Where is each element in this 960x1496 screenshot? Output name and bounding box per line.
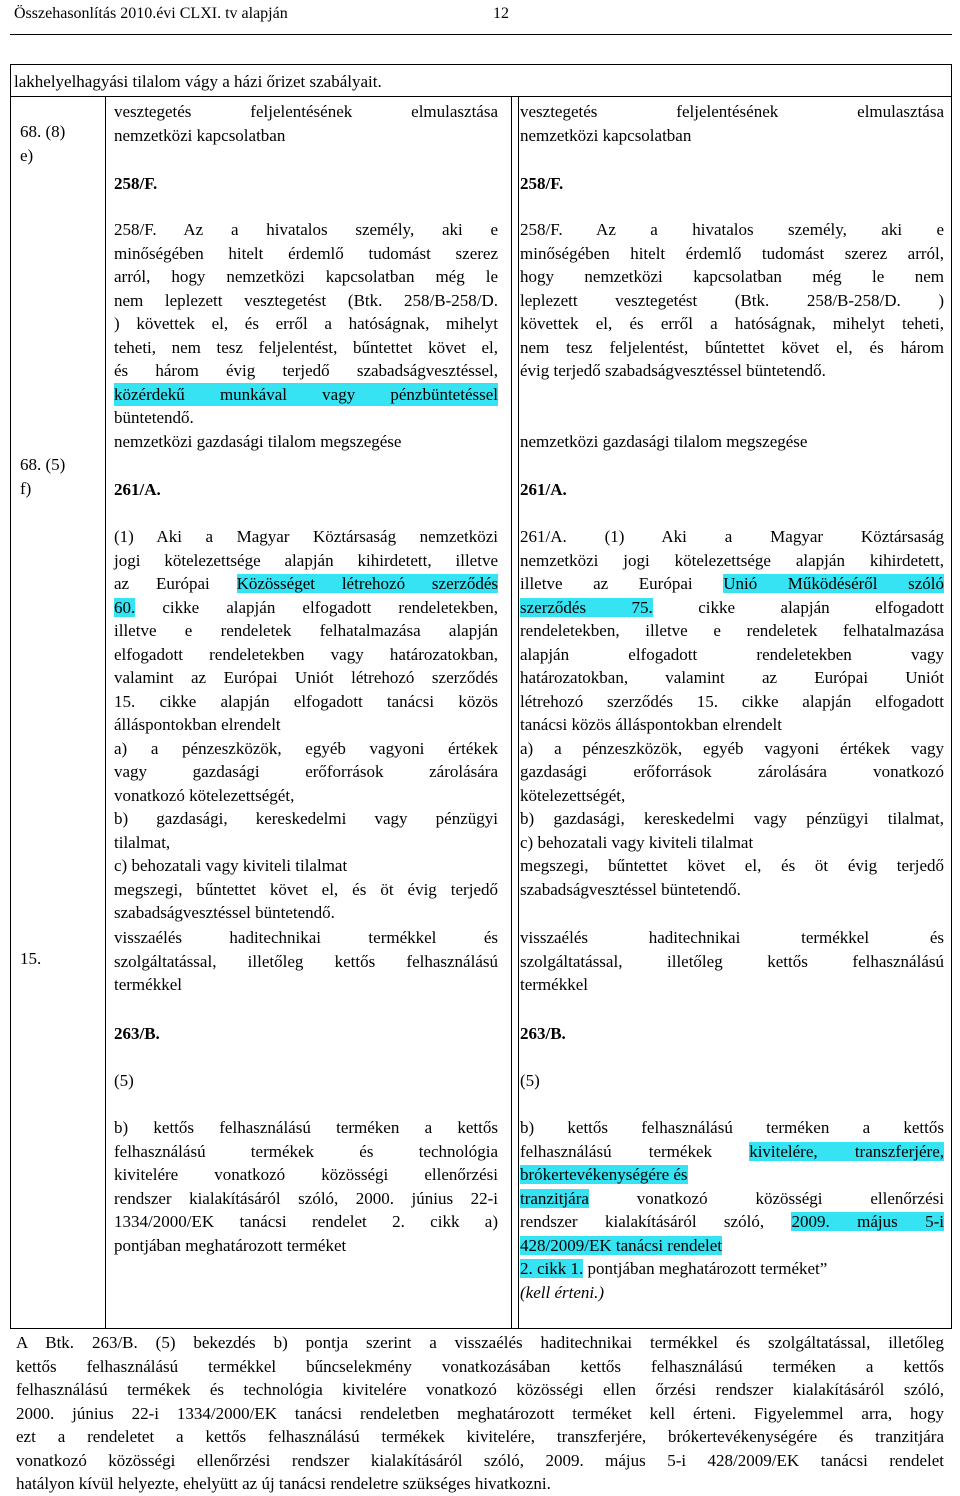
footer-paragraph: A Btk. 263/B. (5) bekezdés b) pontja szerint a visszaélés haditechnikai termékkel és szolgáltatással, illetőleg kettős felhasználású termékkel bűncselekmény vonatkozásában kettős felhasználású terméken a kettős felhasználású termékek és technológia kivitelére vonatkozó közösségi ellen őrzési rendszer kialakításáról szóló, 2000. június 22-i 1334/2000/EK tanácsi rendeletben meghatározott terméket kell érteni. Figyelemmel arra, hogy ezt a rendeletet a kettős felhasználású termékek kivitelére, transzferjére, brókertevékenységére és tranzitjára vonatkozó közösségi ellenőrzési rendszer kialakításáról szóló, 2009. május 5-i 428/2009/EK tanácsi rendelet hatályon kívül helyezte, ehelyütt az új tanácsi rendeletre szükséges hivatkozni.: [16, 1333, 944, 1493]
right-s3-highlight-5: 428/2009/EK tanácsi rendelet: [520, 1235, 723, 1255]
middle-s3-para: (5): [114, 1071, 134, 1090]
middle-s1-line: 258/F. Az a hivatalos személy, aki e: [114, 220, 498, 239]
middle-s1-line: ) követtek el, és erről a hatóságnak, mihelyt: [114, 314, 498, 333]
right-s1-title: vesztegetés feljelentésének elmulasztása nemzetközi kapcsolatban: [520, 102, 944, 145]
row-label-68-8: 68. (8): [20, 122, 66, 141]
page-number: 12: [493, 5, 509, 22]
right-s3-note: (kell érteni.): [520, 1282, 605, 1302]
document-title: Összehasonlítás 2010.évi CLXI. tv alapján: [14, 5, 288, 22]
right-s3-highlight-6: 2. cikk 1.: [520, 1259, 584, 1278]
right-s3-section: 263/B.: [520, 1024, 566, 1043]
middle-s2-section: 261/A.: [114, 480, 161, 499]
middle-s3-body: b) kettős felhasználású terméken a kettős felhasználású termékek és technológia kivitelére vonatkozó közösségi ellenőrzési rendszer kialakításáról szóló, 2000. június 22-i 1334/2000/EK tanácsi rendelet 2. cikk a) pontjában meghatározott terméket: [114, 1118, 498, 1255]
middle-s1-section: 258/F.: [114, 174, 158, 193]
middle-s1-title: vesztegetés feljelentésének elmulasztása nemzetközi kapcsolatban: [114, 102, 498, 145]
right-s1-section: 258/F.: [520, 174, 564, 193]
right-s2-body: 261/A. (1) Aki a Magyar Köztársaság nemzetközi jogi kötelezettsége alapján kihirdetett, illetve az Európai Unió Működéséről szóló szerződés 75. cikke alapján elfogadott rendeletekben, illetve e rendeletek felhatalmazása alapján elfogadott rendeletekben vagy határozatokban, valamint az Európai Uniót létrehozó szerződés 15. cikke alapján elfogadott tanácsi közös álláspontokban elrendelt a) a pénzeszközök, egyéb vagyoni értékek vagy gazdasági erőforrások zárolására vonatkozó kötelezettségét, b) gazdasági, kereskedelmi vagy pénzügyi tilalmat, c) behozatali vagy kiviteli tilalmat megszegi, bűntettet követ el, és öt évig terjedő szabadságvesztéssel büntetendő.: [520, 527, 945, 899]
row-label-15: 15.: [20, 949, 42, 968]
right-s2-section: 261/A.: [520, 480, 567, 499]
right-s3-title: visszaélés haditechnikai termékkel és szolgáltatással, illetőleg kettős felhasználású termékkel: [520, 928, 944, 994]
middle-s1-end: büntetendő.: [114, 408, 194, 427]
right-s2-title: nemzetközi gazdasági tilalom megszegése: [520, 432, 808, 451]
page-header: [0, 0, 960, 40]
middle-s1-line: arról, hogy nemzetközi kapcsolatban még le: [114, 267, 498, 286]
middle-s1-body: [114, 218, 498, 430]
right-s3-para: (5): [520, 1071, 540, 1090]
middle-s2-highlight: Közösséget létrehozó szerződés: [236, 574, 498, 593]
right-s3-body: b) kettős felhasználású terméken a kettős felhasználású termékek kivitelére, transzferjére, brókertevékenységére és tranzitjára vonatkozó közösségi ellenőrzési rendszer kialakításáról szóló, 2009. május 5-i 428/2009/EK tanácsi rendelet 2. cikk 1. pontjában meghatározott terméket” (kell érteni.): [520, 1116, 944, 1304]
middle-s1-line: teheti, nem tesz feljelentést, bűntettet követ el,: [114, 337, 498, 357]
right-s3-highlight-2: brókertevékenységére és: [520, 1165, 688, 1184]
table-top-line: lakhelyelhagyási tilalom vágy a házi őrizet szabályait.: [14, 72, 382, 91]
middle-s1-highlight: közérdekű munkával vagy pénzbüntetéssel: [114, 383, 498, 407]
middle-s1-line: és három évig terjedő szabadságvesztéssel,: [114, 361, 498, 380]
middle-s2-body: (1) Aki a Magyar Köztársaság nemzetközi jogi kötelezettsége alapján kihirdetett, illetve az Európai Közösséget létrehozó szerződés 60. cikke alapján elfogadott rendeletekben, illetve e rendeletek felhatalmazása alapján elfogadott rendeletekben vagy határozatokban, valamint az Európai Uniót létrehozó szerződés 15. cikke alapján elfogadott tanácsi közös álláspontokban elrendelt a) a pénzeszközök, egyéb vagyoni értékek vagy gazdasági erőforrások zárolására vonatkozó kötelezettségét, b) gazdasági, kereskedelmi vagy pénzügyi tilalmat, c) behozatali vagy kiviteli tilalmat megszegi, bűntettet követ el, és öt évig terjedő szabadságvesztéssel büntetendő.: [114, 527, 498, 922]
middle-s2-title: nemzetközi gazdasági tilalom megszegése: [114, 432, 402, 451]
middle-s1-line: minőségében hitelt érdemlő tudomást szerez: [114, 243, 498, 263]
row-label-f: f): [20, 479, 32, 498]
right-s2-highlight: Unió Működéséről szóló: [723, 574, 945, 593]
middle-s1-line: nem leplezett vesztegetést (Btk. 258/B-258/D.: [114, 290, 498, 310]
right-s1-body: 258/F. Az a hivatalos személy, aki e minőségében hitelt érdemlő tudomást szerez arról, hogy nemzetközi kapcsolatban még le nem leplezett vesztegetést (Btk. 258/B-258/D. ) követtek el, és erről a hatóságnak, mihelyt teheti, nem tesz feljelentést, bűntettet követ el, és három évig terjedő szabadságvesztéssel büntetendő.: [520, 220, 944, 380]
header-rule: [10, 34, 952, 35]
row-label-e: e): [20, 146, 34, 165]
middle-s3-section: 263/B.: [114, 1024, 160, 1043]
right-s2-highlight-2: szerződés 75.: [520, 597, 653, 617]
right-s3-highlight-4: 2009. május 5-i: [791, 1212, 944, 1231]
right-s3-highlight: kivitelére, transzferjére,: [749, 1141, 944, 1161]
row-label-68-5: 68. (5): [20, 455, 66, 474]
middle-s2-highlight-2: 60.: [114, 597, 136, 617]
middle-s3-title: visszaélés haditechnikai termékkel és szolgáltatással, illetőleg kettős felhasználású termékkel: [114, 928, 498, 994]
right-s3-highlight-3: tranzitjára: [520, 1188, 589, 1208]
